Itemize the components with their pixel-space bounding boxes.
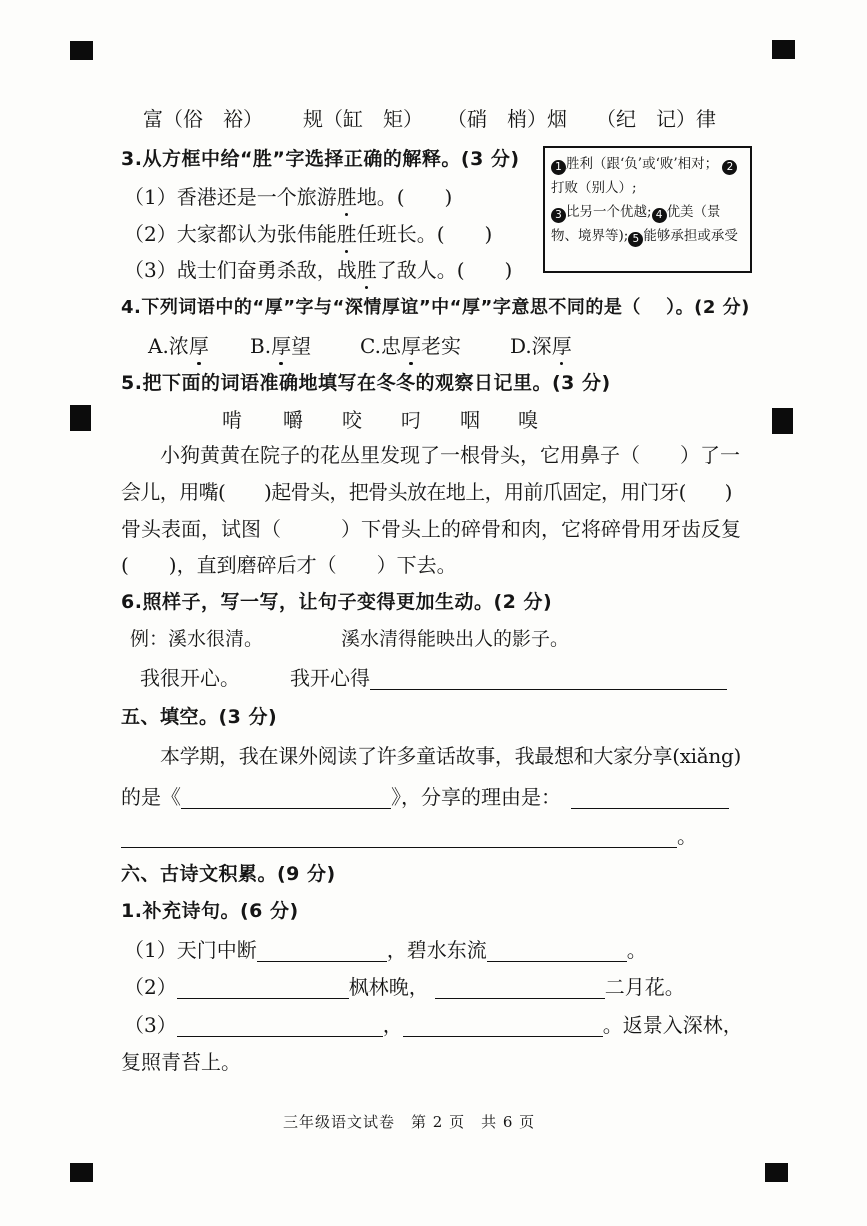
q3-s3-post: 了敌人。( ) — [376, 258, 513, 282]
section-5-para-3 — [121, 824, 697, 848]
q5-word-3: 咬 — [342, 408, 362, 432]
q6-question — [290, 666, 727, 690]
q3-s3-pre: （3）战士们奋勇杀敌，战 — [124, 258, 357, 282]
section-6-title: 六、古诗文积累。(9 分) — [121, 863, 336, 885]
page-footer: 三年级语文试卷 第 2 页 共 6 页 — [283, 1113, 536, 1131]
section-5-book-pre: 的是《 — [121, 785, 181, 809]
q3-s1-key: 胜 — [336, 185, 357, 209]
definition-2: 打败（别人）; — [551, 180, 637, 196]
q4-a-pre: A.浓 — [148, 334, 189, 358]
q5-word-4: 叼 — [401, 408, 421, 432]
q3-s1-pre: （1）香港还是一个旅游 — [124, 185, 337, 209]
number-2-icon: 2 — [722, 160, 737, 175]
registration-mark-mid-right — [772, 408, 793, 434]
q3-s2-post: 任班长。( ) — [356, 222, 493, 246]
q6-question-text: 我开心得 — [290, 666, 370, 690]
section-5-para-2 — [121, 785, 729, 809]
poem-1-a: （1）天门中断 — [124, 938, 257, 962]
q5-word-6: 嗅 — [518, 408, 538, 432]
q3-definition-box — [543, 146, 752, 273]
choice-group-2: 规（缸 矩） — [303, 107, 423, 131]
number-1-icon: 1 — [551, 160, 566, 175]
definition-1: 胜利（跟‘负’或‘败’相对； — [566, 156, 719, 172]
registration-mark-bottom-left — [70, 1163, 93, 1182]
definition-5: 能够承担或承受 — [643, 228, 738, 244]
q5-word-1: 啃 — [222, 408, 242, 432]
q3-sentence-3 — [124, 258, 512, 282]
q4-option-a — [148, 334, 209, 358]
q4-b-key: 厚 — [271, 334, 292, 358]
q6-question-label: 我很开心。 — [140, 666, 240, 690]
section-5-end: 。 — [677, 824, 697, 848]
q5-para-line-1: 小狗黄黄在院子的花丛里发现了一根骨头，它用鼻子（ ）了一 — [160, 443, 740, 467]
q6-answer-line[interactable] — [370, 669, 727, 690]
q5-word-5: 咽 — [460, 408, 480, 432]
section-5-title: 五、填空。(3 分) — [121, 706, 278, 728]
number-4-icon: 4 — [652, 208, 667, 223]
q5-word-2: 嚼 — [283, 408, 303, 432]
poem-3-b: ， — [382, 1013, 403, 1037]
poem-line-1 — [124, 938, 647, 962]
reason-line-1[interactable] — [571, 788, 729, 809]
poem-1-b: ，碧水东流 — [386, 938, 487, 962]
q5-para-line-4: ( )，直到磨碎后才（ ）下去。 — [121, 553, 457, 577]
q4-option-d — [510, 334, 572, 358]
poem-1-c: 。 — [626, 938, 647, 962]
definition-3: 比另一个优越; — [566, 204, 652, 220]
poem-2-blank-2[interactable] — [435, 978, 605, 999]
q3-s2-key: 胜 — [336, 222, 357, 246]
book-title-line[interactable] — [181, 788, 391, 809]
poem-2-a: （2） — [124, 975, 177, 999]
registration-mark-top-right — [772, 40, 795, 59]
poem-2-blank-1[interactable] — [177, 978, 349, 999]
poem-1-blank-1[interactable] — [257, 941, 387, 962]
q3-sentence-1 — [124, 185, 452, 209]
registration-mark-mid-left — [70, 405, 91, 431]
registration-mark-top-left — [70, 41, 93, 60]
poem-line-3 — [124, 1013, 743, 1037]
q4-c-label: C.忠 — [360, 334, 401, 358]
poem-line-2 — [124, 975, 685, 999]
poem-1-blank-2[interactable] — [487, 941, 627, 962]
section-5-reason-label: 》，分享的理由是： — [391, 785, 561, 809]
q3-s3-key: 胜 — [356, 258, 377, 282]
q5-para-line-3: 骨头表面，试图（ ）下骨头上的碎骨和肉，它将碎骨用牙齿反复 — [121, 517, 741, 541]
section-5-para-1: 本学期，我在课外阅读了许多童话故事，我最想和大家分享(xiǎng) — [160, 744, 741, 768]
q4-a-key: 厚 — [188, 334, 209, 358]
q4-option-c — [360, 334, 461, 358]
q3-sentence-2 — [124, 222, 492, 246]
poem-2-b: 枫林晚， — [348, 975, 429, 999]
q3-s1-post: 地。( ) — [356, 185, 453, 209]
q3-title: 3.从方框中给“胜”字选择正确的解释。(3 分) — [121, 148, 520, 170]
choice-group-1: 富（俗 裕） — [143, 107, 263, 131]
q4-option-b — [250, 334, 311, 358]
poem-line-4: 复照青苔上。 — [121, 1050, 241, 1074]
poem-3-c: 。返景入深林， — [602, 1013, 743, 1037]
q6-title: 6.照样子，写一写，让句子变得更加生动。(2 分) — [121, 591, 553, 613]
q4-title: 4.下列词语中的“厚”字与“深情厚谊”中“厚”字意思不同的是（ ）。(2 分) — [121, 297, 750, 318]
q5-para-line-2: 会儿，用嘴( )起骨头，把骨头放在地上，用前爪固定，用门牙( ) — [121, 480, 732, 504]
q4-b-post: 望 — [291, 334, 312, 358]
choice-group-4: （纪 记）律 — [596, 107, 716, 131]
q4-c-key: 厚 — [400, 334, 421, 358]
number-5-icon: 5 — [628, 232, 643, 247]
q5-title: 5.把下面的词语准确地填写在冬冬的观察日记里。(3 分) — [121, 372, 611, 394]
q4-b-label: B. — [250, 334, 272, 358]
poem-3-blank-2[interactable] — [403, 1016, 603, 1037]
choice-group-3: （硝 梢）烟 — [447, 107, 567, 131]
poem-2-c: 二月花。 — [604, 975, 685, 999]
registration-mark-bottom-right — [765, 1163, 788, 1182]
reason-line-2[interactable] — [121, 827, 677, 848]
q6-example-text: 溪水清得能映出人的影子。 — [341, 628, 570, 650]
q4-d-label: D.深 — [510, 334, 552, 358]
number-3-icon: 3 — [551, 208, 566, 223]
q4-c-post: 老实 — [420, 334, 461, 358]
poem-3-a: （3） — [124, 1013, 177, 1037]
definition-4: 优美（景物、境界等); — [551, 204, 721, 244]
q3-s2-pre: （2）大家都认为张伟能 — [124, 222, 337, 246]
q6-example-label: 例：溪水很清。 — [130, 628, 264, 650]
q4-d-key: 厚 — [551, 334, 572, 358]
poem-3-blank-1[interactable] — [177, 1016, 383, 1037]
section-6-q1-title: 1.补充诗句。(6 分) — [121, 900, 299, 922]
